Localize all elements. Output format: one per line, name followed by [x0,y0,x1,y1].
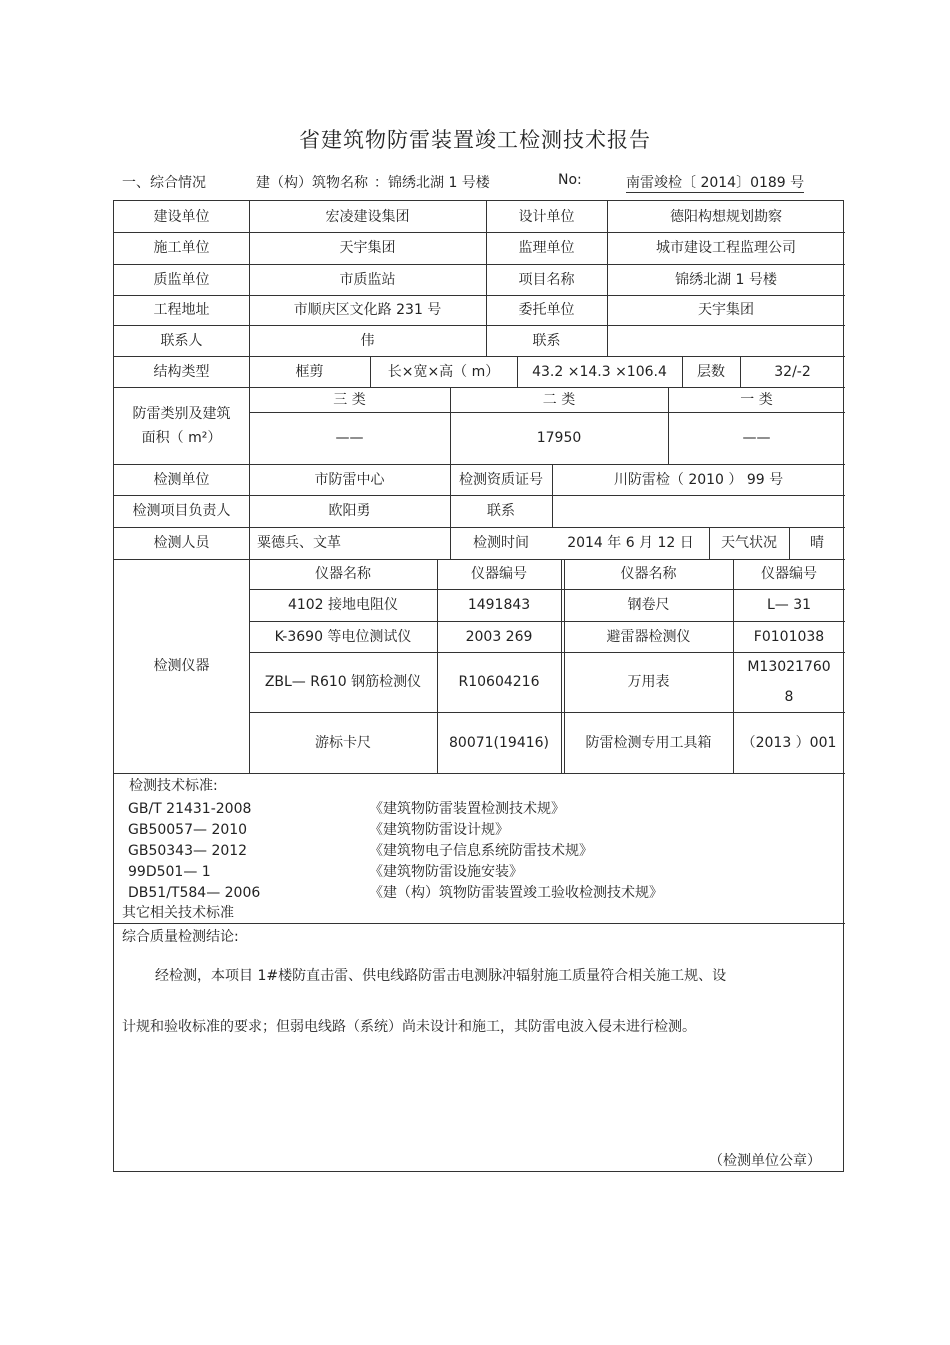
conclusion-line-2: 计规和验收标准的要求；但弱电线路（系统）尚未设计和施工，其防雷电波入侵未进行检测。 [122,1019,696,1035]
testing-unit-value: 市防雷中心 [314,471,385,488]
other-standards: 其它相关技术标准 [122,905,234,921]
standard-name: 《建筑物防雷设施安装》 [369,864,523,880]
dimensions-label: 长×宽×高（ m） [387,363,500,380]
leader-contact-value [552,495,845,527]
building-name-value: ：锦绣北湖 1 号楼 [374,175,490,191]
instrument-name: 万用表 [627,674,670,690]
instrument-name-header: 仪器名称 [620,566,677,582]
category-3-area: —— [335,430,364,446]
conclusion-line-1: 经检测，本项目 1#楼防直击雷、供电线路防雷击电测脉冲辐射施工质量符合相关施工规、设 [155,968,727,984]
project-leader-value: 欧阳勇 [328,503,371,519]
construction-unit-value: 宏凌建设集团 [325,208,410,225]
instruments-label: 检测仪器 [153,658,210,674]
standard-name: 《建筑物防雷设计规》 [369,822,509,838]
report-no-value: 南雷竣检〔 2014〕0189 号 [626,172,804,193]
contact-value: 伟 [360,332,375,349]
inspectors-value: 粟德兵、文革 [257,535,341,551]
lightning-category-label [114,387,249,464]
design-unit-label: 设计单位 [518,208,575,225]
standard-code: GB50057— 2010 [128,822,248,838]
instrument-name: 游标卡尺 [315,734,371,751]
report-no-label: No: [558,172,582,188]
project-leader-label: 检测项目负责人 [132,503,231,519]
instrument-code: F0101038 [753,628,825,645]
construction-unit-label: 建设单位 [153,208,210,225]
quality-station-label: 质监单位 [153,271,210,288]
instrument-code: L— 31 [766,597,812,613]
instrument-code: 2003 269 [465,628,533,645]
section-heading: 一、综合情况 [122,175,206,191]
client-label: 委托单位 [518,302,575,318]
test-date-value: 2014 年 6 月 12 日 [567,535,694,551]
floors-value: 32/-2 [774,363,811,380]
standard-code: 99D501— 1 [128,864,211,880]
builder-label: 施工单位 [153,240,210,256]
standard-name: 《建筑物电子信息系统防雷技术规》 [369,843,593,859]
qualification-value: 川防雷检（ 2010 ） 99 号 [613,471,784,488]
conclusion-heading: 综合质量检测结论: [122,929,239,945]
weather-value: 晴 [810,535,824,551]
qualification-label: 检测资质证号 [459,471,543,488]
instrument-name: 钢卷尺 [627,597,670,613]
inspectors-label: 检测人员 [153,535,210,551]
instrument-name-header: 仪器名称 [315,566,371,582]
testing-unit-label: 检测单位 [153,471,210,488]
instrument-code-header: 仪器编号 [761,566,817,582]
weather-label: 天气状况 [721,535,777,551]
category-2-header: 二 类 [542,391,576,408]
instrument-code-header: 仪器编号 [471,566,527,582]
seal-note: （检测单位公章） [709,1153,821,1169]
lightning-category-label-line2: 面积（ m²） [141,429,222,446]
project-name-value: 锦绣北湖 1 号楼 [675,271,777,288]
report-table [113,200,844,1172]
address-value: 市顺庆区文化路 231 号 [293,302,442,318]
category-3-header: 三 类 [333,391,366,408]
structure-type-value: 框剪 [295,363,324,380]
instrument-code: 80071(19416) [449,734,549,751]
category-2-area: 17950 [536,430,582,446]
supervisor-value: 城市建设工程监理公司 [656,240,796,256]
lightning-category-label-line1: 防雷类别及建筑 [132,405,231,422]
supervisor-label: 监理单位 [518,240,575,256]
contact-phone-label: 联系 [532,332,561,349]
standard-code: GB50343— 2012 [128,843,248,859]
contact-phone-value [607,325,845,356]
instrument-code: R10604216 [458,674,540,690]
address-label: 工程地址 [153,302,210,318]
instrument-code: 1491843 [467,597,531,613]
standards-heading: 检测技术标准: [129,778,218,794]
standard-code: DB51/T584— 2006 [128,885,261,901]
design-unit-value: 德阳构想规划勘察 [670,208,782,225]
test-date-label: 检测时间 [473,535,529,551]
instrument-name: 避雷器检测仪 [606,628,691,645]
standard-name: 《建筑物防雷装置检测技术规》 [369,801,565,817]
dimensions-value: 43.2 ×14.3 ×106.4 [532,363,667,380]
standard-name: 《建（构）筑物防雷装置竣工验收检测技术规》 [369,885,663,901]
quality-station-value: 市质监站 [339,271,396,288]
instrument-code: （2013 ）001 [741,734,837,751]
building-name-label: 建（构）筑物名称 [256,175,368,191]
instrument-name: 4102 接地电阻仪 [287,597,399,613]
instrument-name: K-3690 等电位测试仪 [274,628,412,645]
report-title: 省建筑物防雷装置竣工检测技术报告 [299,128,651,152]
project-name-label: 项目名称 [518,271,575,288]
category-1-header: 一 类 [740,391,773,408]
standard-code: GB/T 21431-2008 [128,801,252,817]
structure-type-label: 结构类型 [153,363,210,380]
client-value: 天宇集团 [698,302,754,318]
leader-contact-label: 联系 [487,503,515,519]
instrument-name: ZBL— R610 钢筋检测仪 [264,674,422,690]
builder-value: 天宇集团 [339,240,396,256]
floors-label: 层数 [697,363,725,380]
instrument-name: 防雷检测专用工具箱 [585,734,712,751]
instrument-code: M130217608 [747,659,831,705]
category-1-area: —— [742,430,771,446]
contact-label: 联系人 [160,332,203,349]
